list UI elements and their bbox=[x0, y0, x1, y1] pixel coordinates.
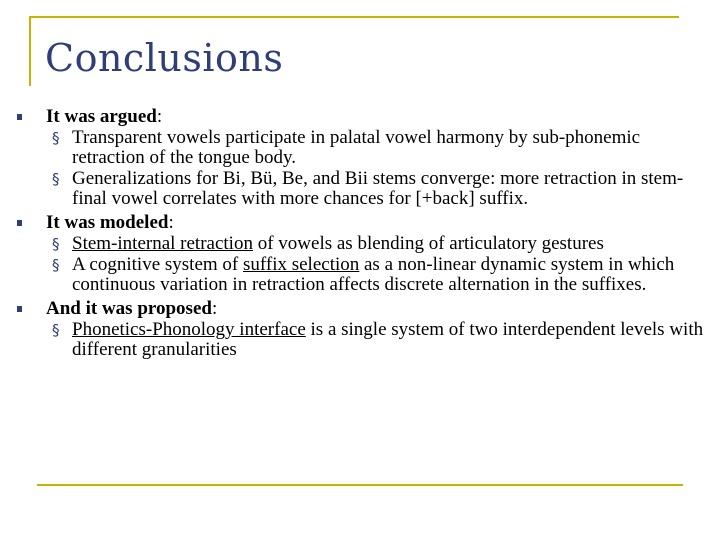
square-bullet-icon bbox=[17, 114, 22, 120]
point-text: Transparent vowels participate in palatal vowel harmony by sub-phonemic retraction of the tongue body. bbox=[72, 127, 641, 168]
frame-bottom-line bbox=[37, 484, 683, 486]
square-sub-bullet-icon: § bbox=[52, 170, 60, 188]
point-text: of vowels as blending of articulatory gestures bbox=[252, 233, 604, 254]
square-sub-bullet-icon: § bbox=[52, 321, 60, 339]
heading-colon: : bbox=[156, 106, 163, 127]
sub-point bbox=[18, 128, 708, 168]
slide-title: Conclusions bbox=[45, 36, 284, 80]
section-proposed bbox=[18, 298, 708, 360]
heading-colon: : bbox=[211, 298, 218, 319]
section-heading: It was argued bbox=[46, 106, 157, 127]
point-text: A cognitive system of bbox=[72, 254, 243, 275]
frame-left-line bbox=[29, 16, 31, 86]
square-bullet-icon bbox=[17, 306, 22, 312]
frame-top-line bbox=[29, 16, 679, 18]
section-argued bbox=[18, 106, 708, 209]
section-heading: It was modeled bbox=[46, 212, 169, 233]
sub-point bbox=[18, 320, 708, 360]
sub-point bbox=[18, 255, 708, 295]
heading-colon: : bbox=[168, 212, 174, 233]
sub-point bbox=[18, 234, 708, 254]
point-underlined: suffix selection bbox=[242, 254, 360, 275]
point-underlined: Phonetics-Phonology interface bbox=[72, 319, 306, 340]
square-bullet-icon bbox=[17, 220, 22, 226]
slide-content bbox=[18, 106, 708, 360]
point-text: is a single system of two interdependent levels with different granularities bbox=[72, 319, 704, 360]
section-heading: And it was proposed bbox=[46, 298, 212, 319]
point-text: as a non-linear dynamic system in which continuous variation in retraction affects discrete alternation in the suffixes. bbox=[72, 254, 675, 295]
square-sub-bullet-icon: § bbox=[52, 256, 60, 274]
point-underlined: Stem-internal retraction bbox=[72, 233, 253, 254]
sub-point bbox=[18, 169, 708, 209]
point-text: Generalizations for Bi, Bü, Be, and Bii stems converge: more retraction in stem-final vowel correlates with more chances for [+back] suffix. bbox=[72, 168, 684, 209]
square-sub-bullet-icon: § bbox=[52, 129, 60, 147]
square-sub-bullet-icon: § bbox=[52, 235, 60, 253]
section-modeled bbox=[18, 212, 708, 295]
